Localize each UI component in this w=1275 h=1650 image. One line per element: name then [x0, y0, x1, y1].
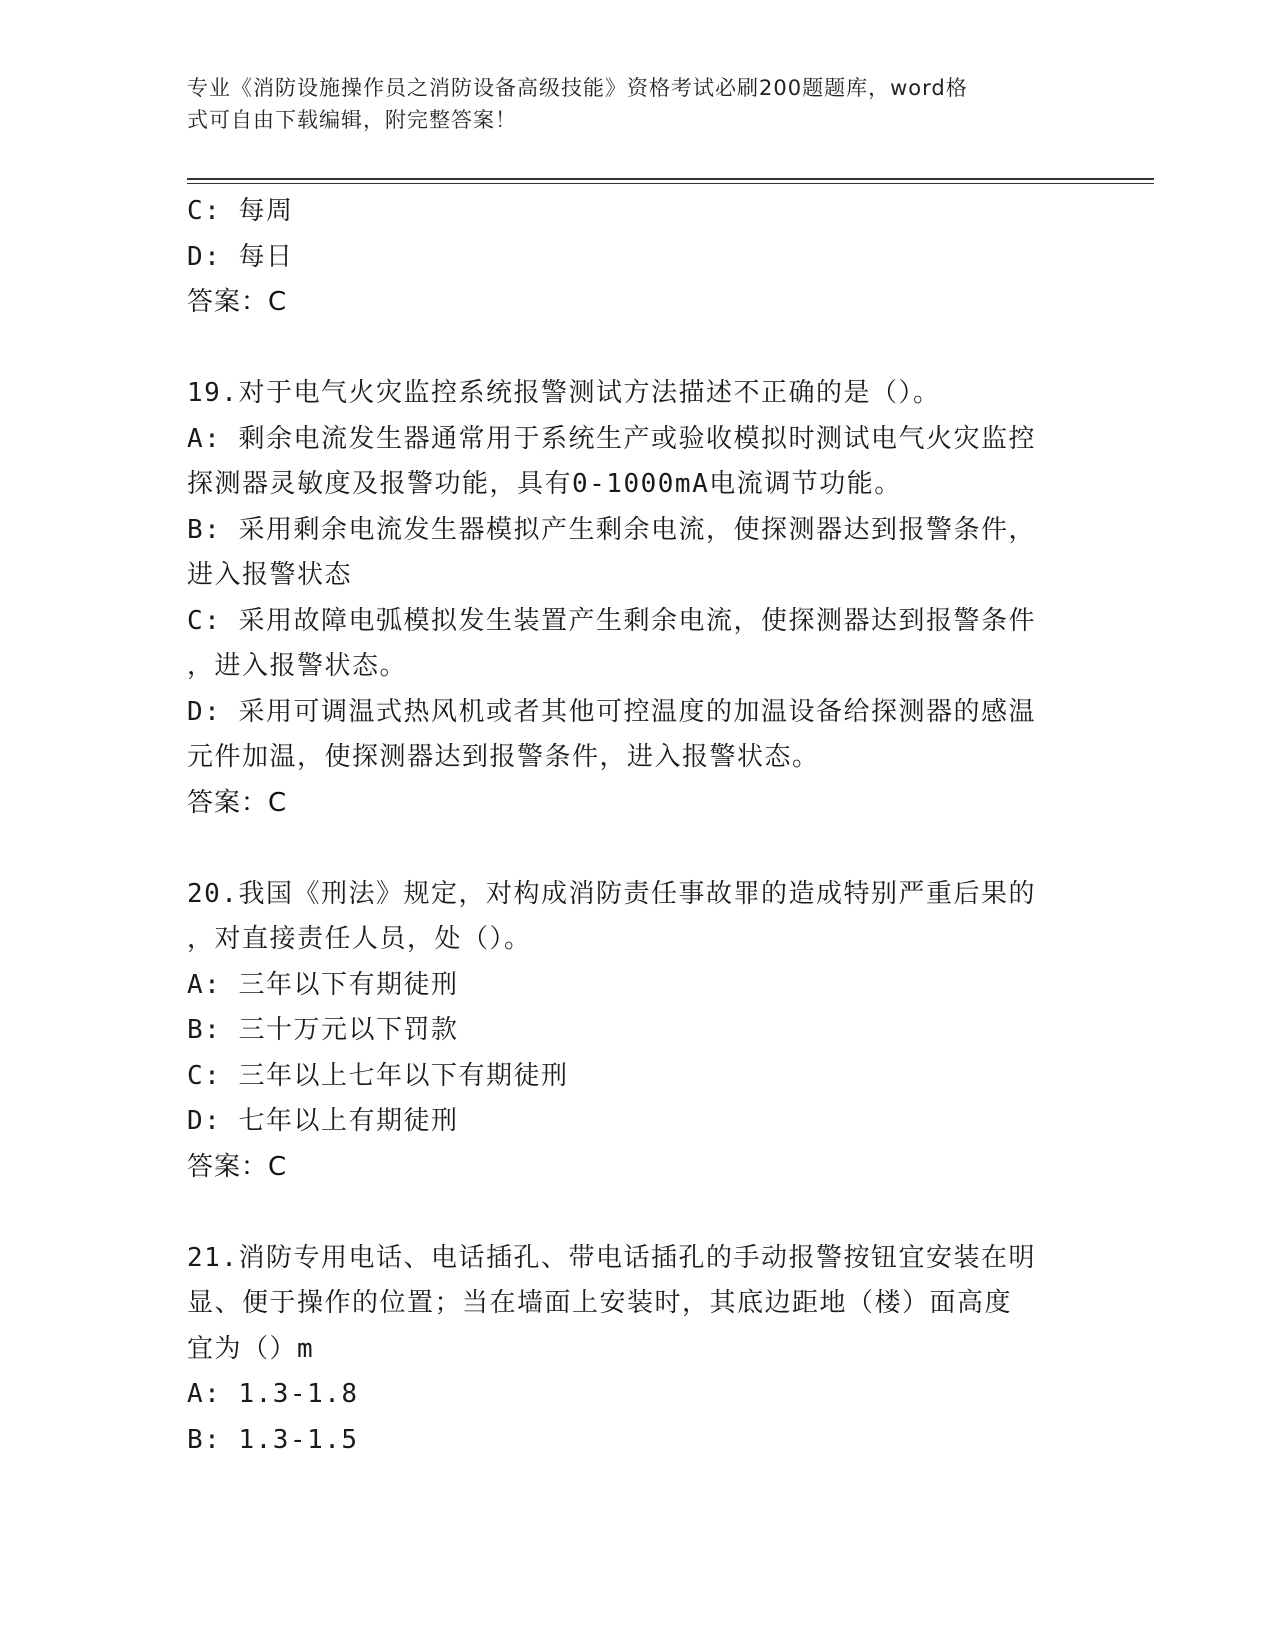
question-stem-continued: ，对直接责任人员，处（）。	[187, 924, 532, 954]
option-d: D: 采用可调温式热风机或者其他可控温度的加温设备给探测器的感温	[187, 696, 1036, 727]
question-18-tail	[187, 189, 1087, 326]
header-divider-thick	[187, 178, 1154, 180]
option-b: B: 采用剩余电流发生器模拟产生剩余电流，使探测器达到报警条件，	[187, 514, 1036, 545]
answer-line: 答案：C	[187, 1151, 288, 1182]
header-line-1: 专业《消防设施操作员之消防设备高级技能》资格考试必刷200题题库，word格	[187, 76, 968, 100]
option-a: A: 1.3-1.8	[187, 1379, 359, 1409]
option-a-continued: 探测器灵敏度及报警功能，具有0-1000mA电流调节功能。	[187, 469, 902, 499]
option-c: C: 采用故障电弧模拟发生装置产生剩余电流，使探测器达到报警条件	[187, 605, 1036, 636]
question-stem-continued: 宜为（）m	[187, 1333, 315, 1364]
question-stem: 20.我国《刑法》规定，对构成消防责任事故罪的造成特别严重后果的	[187, 878, 1036, 909]
spacer	[187, 1190, 1087, 1236]
document-header	[187, 72, 1067, 136]
option-d: D: 七年以上有期徒刑	[187, 1106, 459, 1136]
header-line-2: 式可自由下载编辑，附完整答案！	[187, 108, 517, 132]
question-stem-continued: 显、便于操作的位置；当在墙面上安装时，其底边距地（楼）面高度	[187, 1288, 1013, 1318]
question-20	[187, 872, 1087, 1191]
question-stem: 19.对于电气火灾监控系统报警测试方法描述不正确的是（）。	[187, 378, 941, 408]
answer-line: 答案：C	[187, 787, 288, 818]
option-d: D: 每日	[187, 241, 294, 272]
option-b: B: 1.3-1.5	[187, 1424, 359, 1455]
spacer	[187, 826, 1087, 872]
option-b: B: 三十万元以下罚款	[187, 1015, 459, 1045]
option-c: C: 三年以上七年以下有期徒刑	[187, 1060, 569, 1091]
option-c: C: 每周	[187, 196, 294, 226]
option-a: A: 三年以下有期徒刑	[187, 969, 459, 1000]
question-21	[187, 1236, 1087, 1464]
option-c-continued: ，进入报警状态。	[187, 651, 408, 681]
spacer	[187, 326, 1087, 372]
question-stem: 21.消防专用电话、电话插孔、带电话插孔的手动报警按钮宜安装在明	[187, 1242, 1036, 1273]
question-content	[187, 189, 1087, 1463]
option-d-continued: 元件加温，使探测器达到报警条件，进入报警状态。	[187, 742, 820, 772]
option-a: A: 剩余电流发生器通常用于系统生产或验收模拟时测试电气火灾监控	[187, 423, 1036, 454]
option-b-continued: 进入报警状态	[187, 560, 353, 590]
question-19	[187, 371, 1087, 826]
answer-line: 答案：C	[187, 287, 288, 317]
header-divider-thin	[187, 183, 1154, 184]
